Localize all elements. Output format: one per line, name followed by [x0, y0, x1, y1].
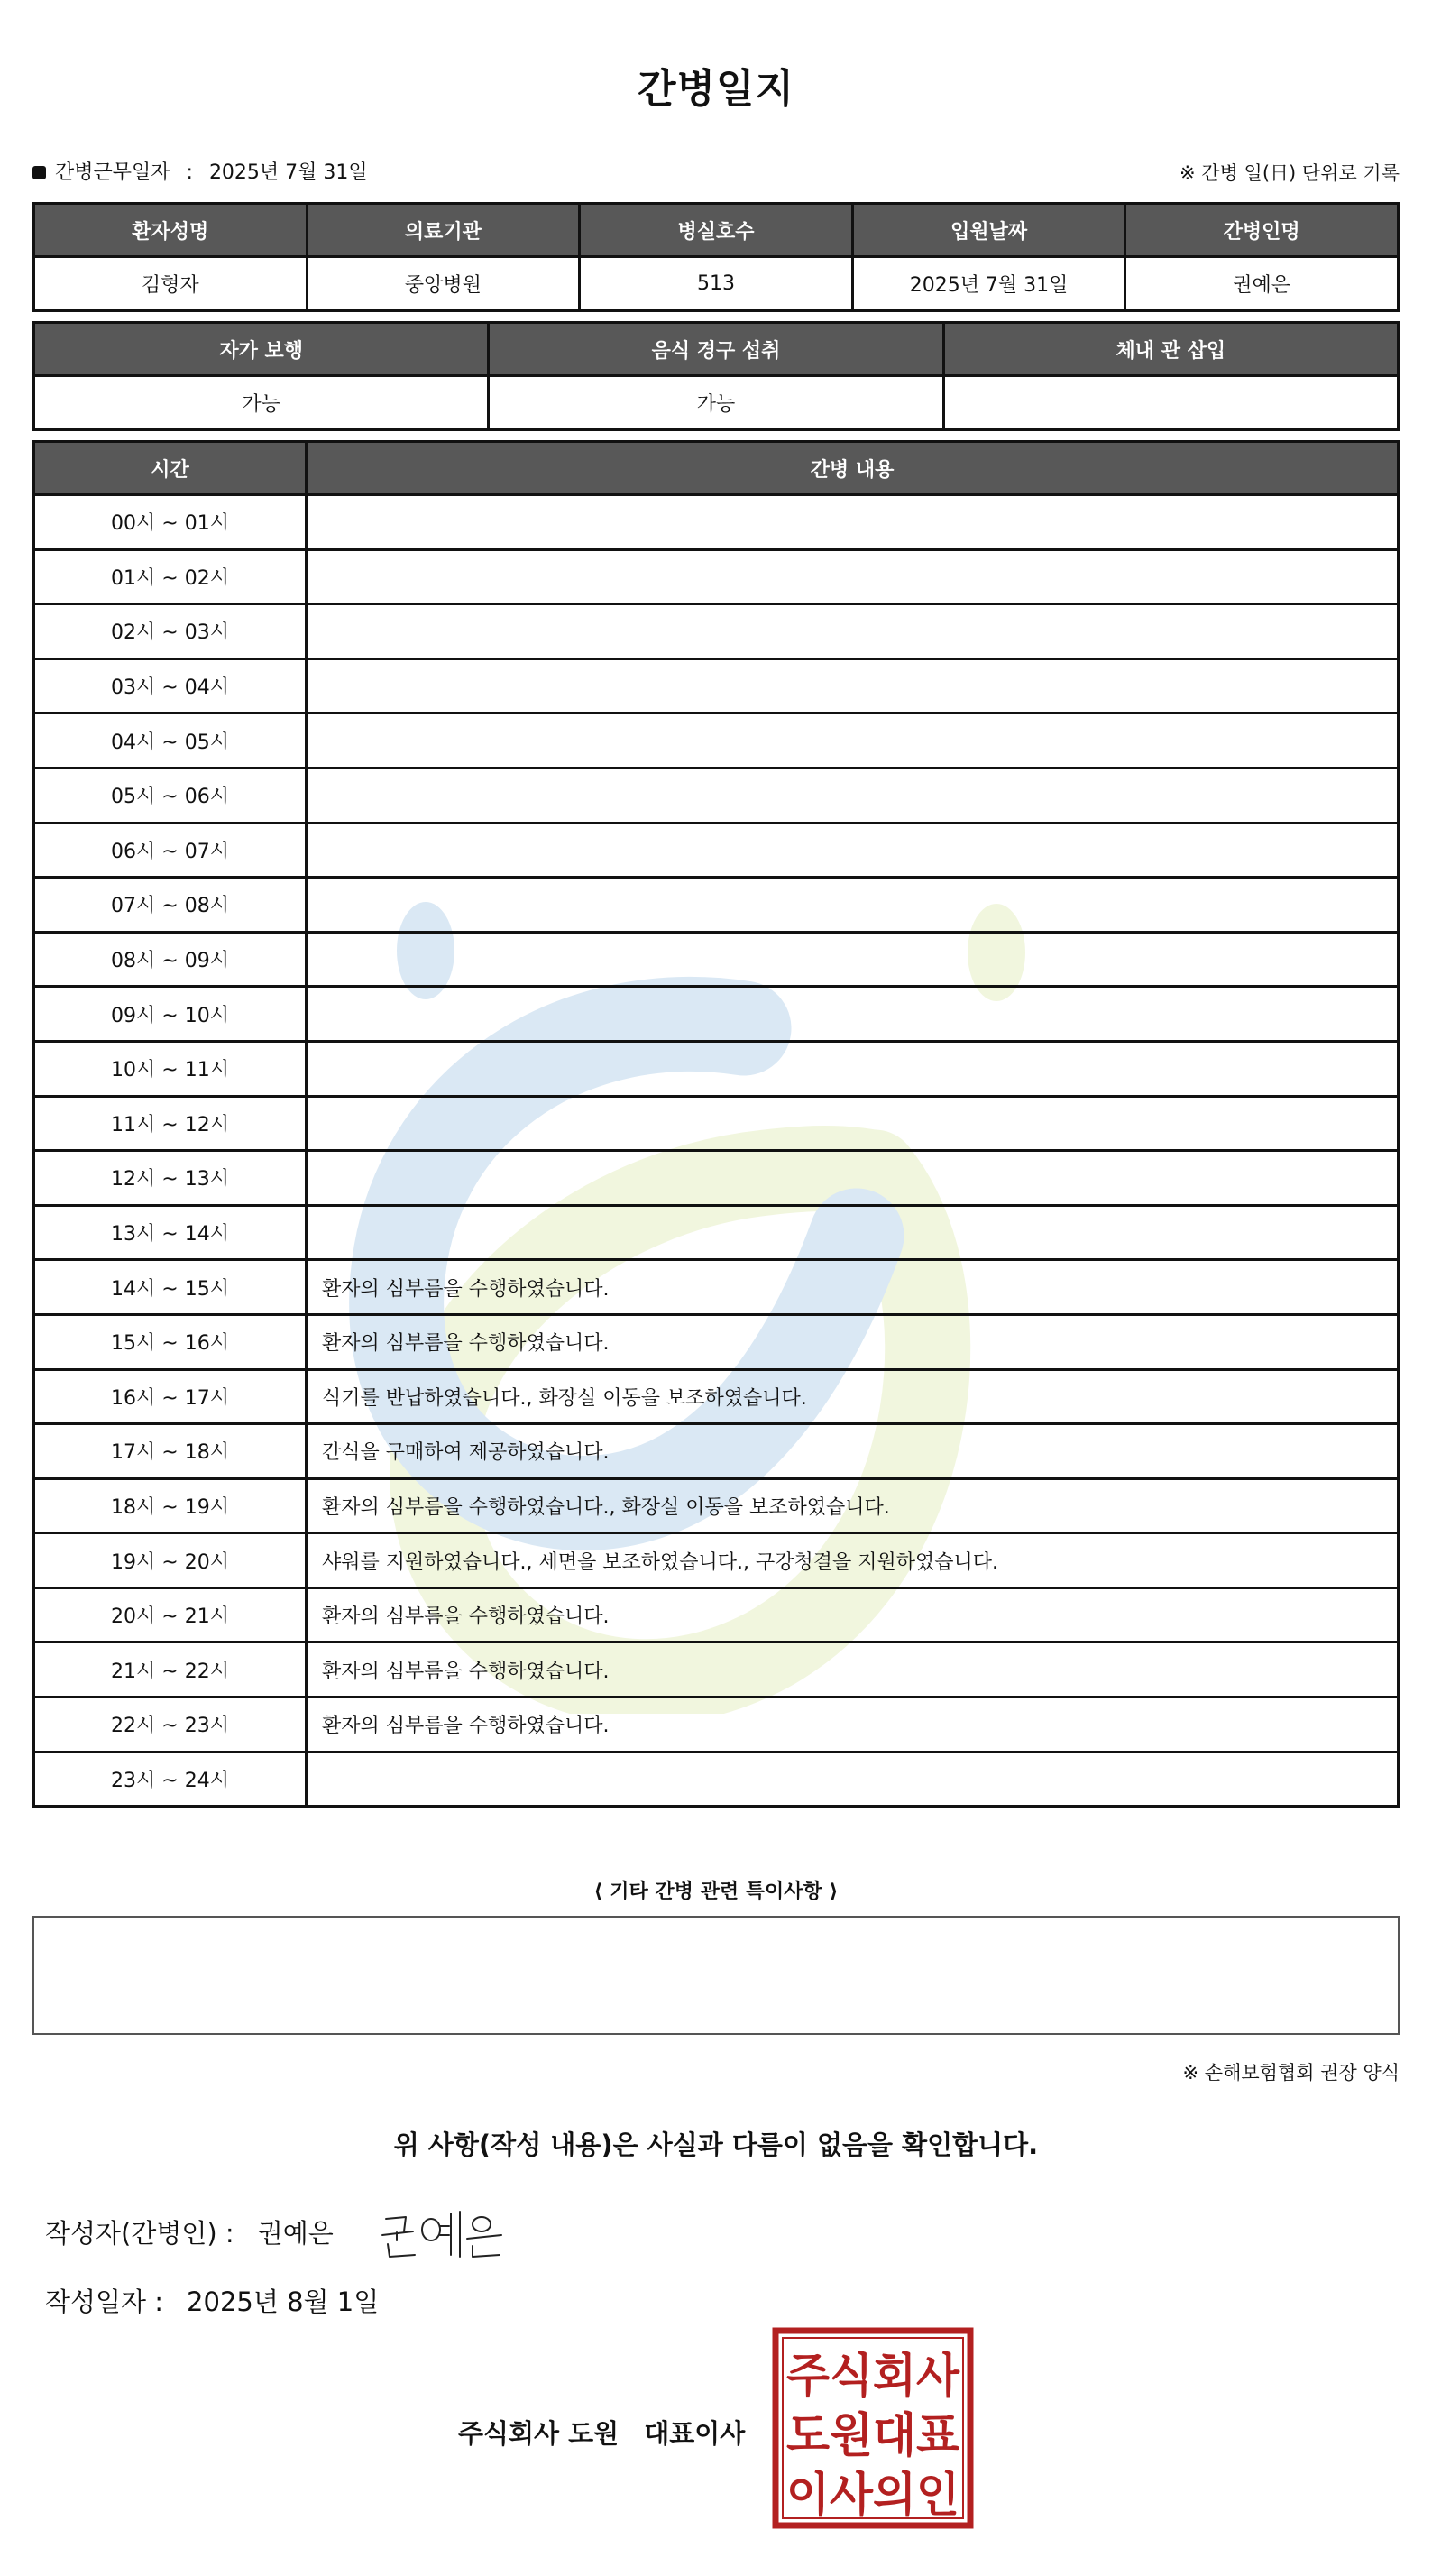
- table-row: [34, 1260, 1399, 1315]
- table-row: [34, 823, 1399, 878]
- handwritten-signature: [379, 2208, 505, 2264]
- seal-text-line: 도원대표: [786, 2409, 959, 2463]
- written-date-row: [45, 2282, 379, 2319]
- caregiver-name-value: 권예은: [1125, 257, 1399, 311]
- log-time-cell: 18시 ~ 19시: [34, 1478, 307, 1533]
- table-row: [34, 1369, 1399, 1424]
- work-date-row: [32, 157, 368, 185]
- other-notes-title: ⟨ 기타 간병 관련 특이사항 ⟩: [593, 1881, 839, 1903]
- log-time-cell: 09시 ~ 10시: [34, 987, 307, 1042]
- confirmation-statement: 위 사항(작성 내용)은 사실과 다름이 없음을 확인합니다.: [393, 2130, 1039, 2160]
- table-row: [34, 1587, 1399, 1642]
- log-content-cell: [307, 823, 1399, 878]
- log-time-cell: 17시 ~ 18시: [34, 1424, 307, 1479]
- log-time-cell: 01시 ~ 02시: [34, 549, 307, 604]
- log-time-cell: 08시 ~ 09시: [34, 932, 307, 987]
- company-name: 주식회사 도원: [458, 2418, 620, 2449]
- log-content-cell: [307, 987, 1399, 1042]
- care-log-table: [32, 440, 1400, 1808]
- table-row: [34, 1424, 1399, 1479]
- log-content-cell: [307, 768, 1399, 823]
- patient-header-row: [34, 204, 1399, 257]
- table-row: [34, 1752, 1399, 1807]
- tube-insertion-value: [943, 376, 1398, 430]
- log-content-cell: 환자의 심부름을 수행하였습니다.: [307, 1587, 1399, 1642]
- header-hospital: 의료기관: [307, 204, 580, 257]
- patient-status-table: [32, 321, 1400, 431]
- log-content-cell: [307, 1205, 1399, 1260]
- log-content-cell: [307, 495, 1399, 550]
- header-care-content: 간병 내용: [307, 442, 1399, 495]
- patient-info-table: [32, 202, 1400, 312]
- log-time-cell: 20시 ~ 21시: [34, 1587, 307, 1642]
- table-row: [34, 604, 1399, 659]
- company-row: [458, 2414, 745, 2451]
- log-content-cell: 식기를 반납하였습니다., 화장실 이동을 보조하였습니다.: [307, 1369, 1399, 1424]
- log-content-cell: 환자의 심부름을 수행하였습니다.: [307, 1697, 1399, 1753]
- form-footnote: ※ 손해보험협회 권장 양식: [1182, 2062, 1400, 2084]
- log-time-cell: 06시 ~ 07시: [34, 823, 307, 878]
- table-row: [34, 713, 1399, 768]
- work-date-label: 간병근무일자: [55, 161, 170, 184]
- log-time-cell: 07시 ~ 08시: [34, 878, 307, 933]
- hospital-value: 중앙병원: [307, 257, 580, 311]
- table-row: [34, 768, 1399, 823]
- header-patient-name: 환자성명: [34, 204, 308, 257]
- log-time-cell: 00시 ~ 01시: [34, 495, 307, 550]
- table-row: [34, 549, 1399, 604]
- patient-value-row: [34, 257, 1399, 311]
- document-title: 간병일지: [637, 66, 794, 112]
- unit-note: ※ 간병 일(日) 단위로 기록: [1180, 162, 1400, 184]
- table-row: [34, 1041, 1399, 1096]
- company-representative: 대표이사: [644, 2418, 746, 2449]
- written-date-value: 2025년 8월 1일: [187, 2286, 380, 2317]
- table-row: [34, 932, 1399, 987]
- header-admission-date: 입원날짜: [852, 204, 1125, 257]
- log-content-cell: 환자의 심부름을 수행하였습니다., 화장실 이동을 보조하였습니다.: [307, 1478, 1399, 1533]
- status-header-row: [34, 323, 1399, 376]
- log-content-cell: [307, 878, 1399, 933]
- log-content-cell: [307, 1752, 1399, 1807]
- log-header-row: [34, 442, 1399, 495]
- company-seal-stamp: [772, 2327, 974, 2529]
- header-time: 시간: [34, 442, 307, 495]
- author-label: 작성자(간병인) :: [45, 2218, 234, 2249]
- table-row: [34, 1314, 1399, 1369]
- author-name: 권예은: [257, 2218, 334, 2249]
- table-row: [34, 1642, 1399, 1697]
- written-date-label: 작성일자 :: [45, 2286, 164, 2317]
- table-row: [34, 1533, 1399, 1588]
- log-content-cell: [307, 713, 1399, 768]
- log-time-cell: 23시 ~ 24시: [34, 1752, 307, 1807]
- header-self-walking: 자가 보행: [34, 323, 489, 376]
- log-content-cell: 환자의 심부름을 수행하였습니다.: [307, 1314, 1399, 1369]
- table-row: [34, 658, 1399, 713]
- table-row: [34, 1697, 1399, 1753]
- status-value-row: [34, 376, 1399, 430]
- log-time-cell: 19시 ~ 20시: [34, 1533, 307, 1588]
- header-caregiver-name: 간병인명: [1125, 204, 1399, 257]
- self-walking-value: 가능: [34, 376, 489, 430]
- patient-name-value: 김형자: [34, 257, 308, 311]
- header-tube-insertion: 체내 관 삽입: [943, 323, 1398, 376]
- author-row: [45, 2213, 334, 2250]
- table-row: [34, 1205, 1399, 1260]
- log-content-cell: [307, 932, 1399, 987]
- seal-text-line: 이사의인: [786, 2469, 959, 2523]
- log-time-cell: 05시 ~ 06시: [34, 768, 307, 823]
- log-time-cell: 13시 ~ 14시: [34, 1205, 307, 1260]
- table-row: [34, 1096, 1399, 1151]
- log-content-cell: [307, 1151, 1399, 1206]
- other-notes-box: [32, 1916, 1400, 2035]
- seal-text-line: 주식회사: [786, 2350, 960, 2404]
- table-row: [34, 1151, 1399, 1206]
- log-content-cell: [307, 1096, 1399, 1151]
- log-content-cell: 환자의 심부름을 수행하였습니다.: [307, 1642, 1399, 1697]
- log-time-cell: 03시 ~ 04시: [34, 658, 307, 713]
- table-row: [34, 878, 1399, 933]
- log-content-cell: [307, 1041, 1399, 1096]
- log-time-cell: 16시 ~ 17시: [34, 1369, 307, 1424]
- header-room-number: 병실호수: [580, 204, 853, 257]
- work-date-separator: :: [186, 161, 193, 184]
- log-time-cell: 11시 ~ 12시: [34, 1096, 307, 1151]
- log-time-cell: 14시 ~ 15시: [34, 1260, 307, 1315]
- log-time-cell: 10시 ~ 11시: [34, 1041, 307, 1096]
- log-content-cell: 샤워를 지원하였습니다., 세면을 보조하였습니다., 구강청결을 지원하였습니다.: [307, 1533, 1399, 1588]
- log-content-cell: 환자의 심부름을 수행하였습니다.: [307, 1260, 1399, 1315]
- log-time-cell: 21시 ~ 22시: [34, 1642, 307, 1697]
- admission-date-value: 2025년 7월 31일: [852, 257, 1125, 311]
- log-time-cell: 15시 ~ 16시: [34, 1314, 307, 1369]
- log-content-cell: [307, 549, 1399, 604]
- table-row: [34, 1478, 1399, 1533]
- bullet-icon: [32, 166, 46, 179]
- log-content-cell: [307, 658, 1399, 713]
- log-time-cell: 22시 ~ 23시: [34, 1697, 307, 1753]
- room-number-value: 513: [580, 257, 853, 311]
- work-date-value: 2025년 7월 31일: [208, 161, 368, 184]
- log-body: [34, 495, 1399, 1807]
- table-row: [34, 987, 1399, 1042]
- log-time-cell: 02시 ~ 03시: [34, 604, 307, 659]
- table-row: [34, 495, 1399, 550]
- log-content-cell: [307, 604, 1399, 659]
- header-oral-intake: 음식 경구 섭취: [489, 323, 943, 376]
- log-content-cell: 간식을 구매하여 제공하였습니다.: [307, 1424, 1399, 1479]
- log-time-cell: 12시 ~ 13시: [34, 1151, 307, 1206]
- oral-intake-value: 가능: [489, 376, 943, 430]
- log-time-cell: 04시 ~ 05시: [34, 713, 307, 768]
